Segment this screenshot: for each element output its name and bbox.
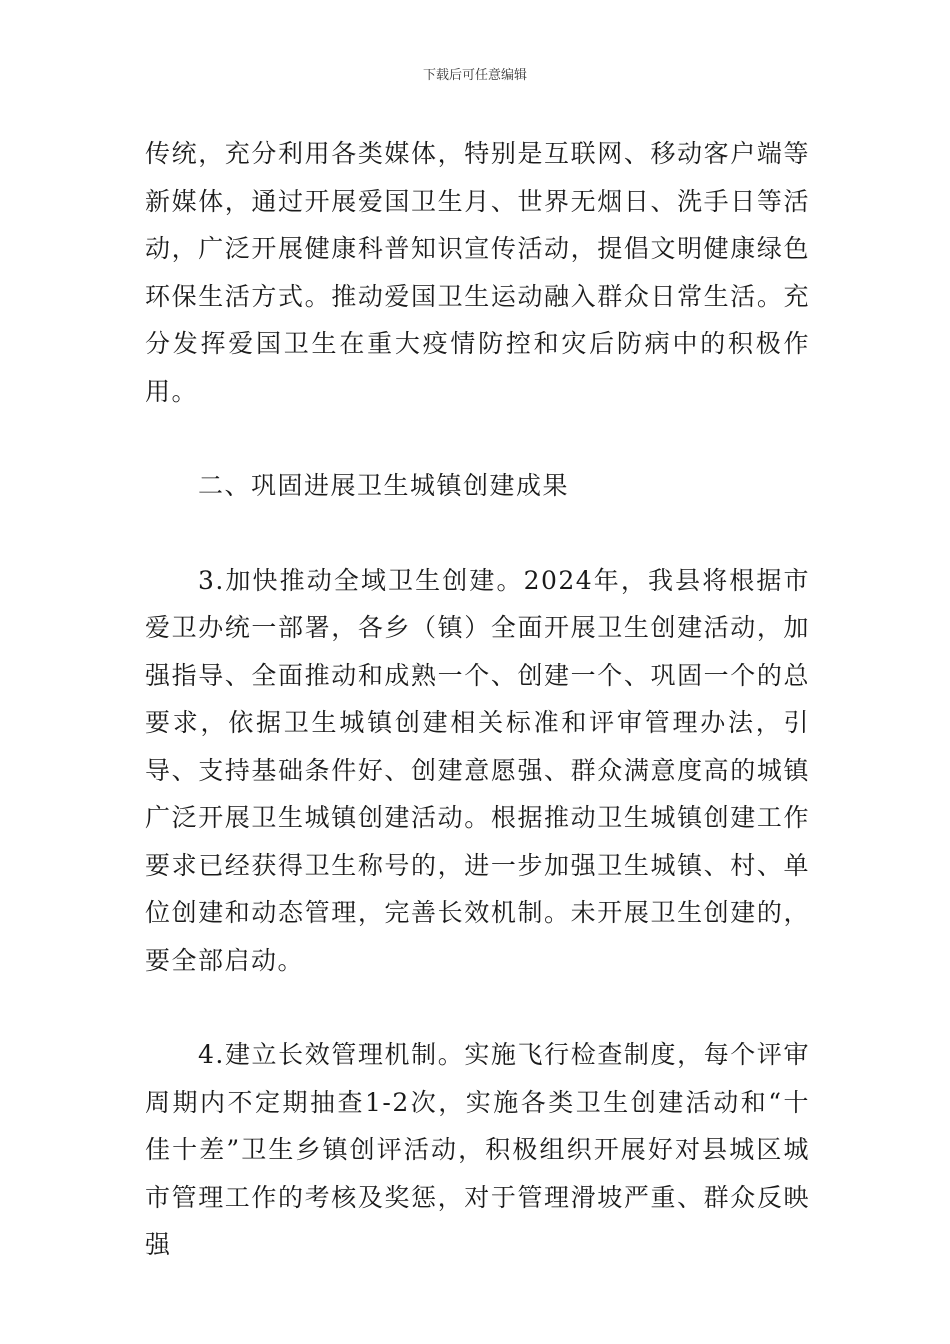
paragraph-continuation: 传统，充分利用各类媒体，特别是互联网、移动客户端等新媒体，通过开展爱国卫生月、世界无烟日、洗手日等活动，广泛开展健康科普知识宣传活动，提倡文明健康绿色环保生活方式。推动爱国卫生运动融入群众日常生活。充分发挥爱国卫生在重大疫情防控和灾后防病中的积极作用。	[145, 139, 810, 406]
document-body	[145, 130, 810, 1316]
section-heading: 二、巩固进展卫生城镇创建成果	[198, 471, 570, 500]
paragraph-item-4: 4.建立长效管理机制。实施飞行检查制度，每个评审周期内不定期抽查1-2次，实施各类卫生创建活动和“十佳十差”卫生乡镇创评活动，积极组织开展好对县城区城市管理工作的考核及奖惩，对于管理滑坡严重、群众反映强	[145, 1040, 810, 1259]
paragraph-item-3: 3.加快推动全域卫生创建。2024年，我县将根据市爱卫办统一部署，各乡（镇）全面开展卫生创建活动，加强指导、全面推动和成熟一个、创建一个、巩固一个的总要求，依据卫生城镇创建相关标准和评审管理办法，引导、支持基础条件好、创建意愿强、群众满意度高的城镇广泛开展卫生城镇创建活动。根据推动卫生城镇创建工作要求已经获得卫生称号的，进一步加强卫生城镇、村、单位创建和动态管理，完善长效机制。未开展卫生创建的，要全部启动。	[145, 565, 810, 975]
page-header: 下载后可任意编辑	[422, 68, 527, 83]
